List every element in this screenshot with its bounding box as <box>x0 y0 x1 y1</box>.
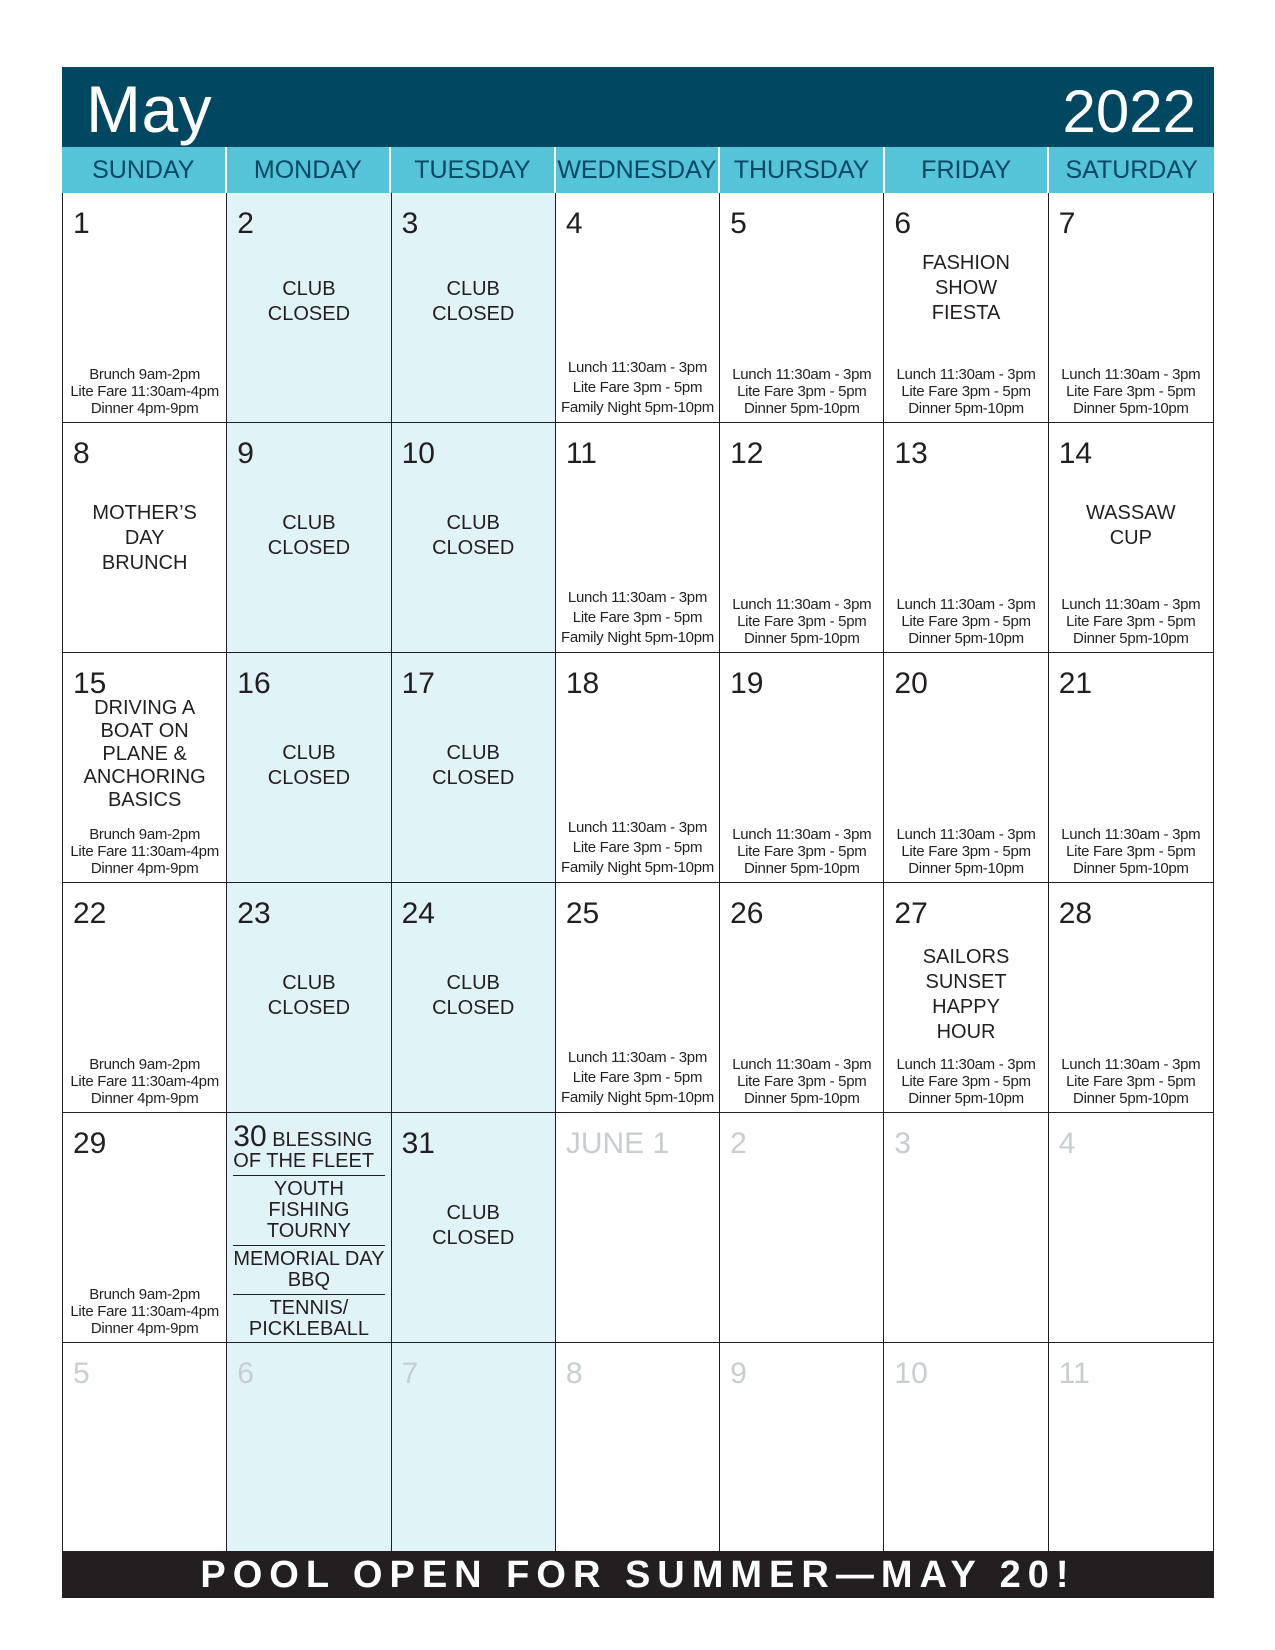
hours-text: Lunch 11:30am - 3pm Lite Fare 3pm - 5pm Dinner 5pm-10pm <box>732 1056 872 1107</box>
hours-text: Brunch 9am-2pm Lite Fare 11:30am-4pm Dinner 4pm-9pm <box>70 1286 219 1337</box>
calendar-header <box>62 67 1214 147</box>
date-number: 1 <box>73 207 90 240</box>
calendar-grid <box>62 193 1214 1552</box>
date-number: 4 <box>565 207 583 240</box>
day-cell <box>227 653 391 883</box>
date-number: JUNE 1 <box>565 1127 670 1160</box>
calendar <box>62 67 1214 1598</box>
hours-text: Lunch 11:30am - 3pm Lite Fare 3pm - 5pm Dinner 5pm-10pm <box>732 366 872 417</box>
day-cell <box>392 653 556 883</box>
week-row <box>63 653 1213 883</box>
date-number: 29 <box>73 1127 107 1160</box>
hours-text: Lunch 11:30am - 3pm Lite Fare 3pm - 5pm Family Night 5pm-10pm <box>561 1049 714 1106</box>
date-number: 22 <box>73 897 107 930</box>
day-cell <box>1049 883 1213 1113</box>
day-name-wednesday: WEDNESDAY <box>556 147 721 193</box>
day-cell <box>392 1343 556 1552</box>
day-cell <box>63 653 227 883</box>
day-cell <box>556 1343 720 1552</box>
date-number: 10 <box>894 1357 928 1390</box>
event-label: TENNIS/ PICKLEBALL <box>248 1297 369 1340</box>
event-label: MOTHER’S DAY BRUNCH <box>92 502 197 574</box>
event-list <box>233 1120 385 1364</box>
event-label: DRIVING A BOAT ON PLANE & ANCHORING BASICS <box>83 697 206 811</box>
hours-text: Lunch 11:30am - 3pm Lite Fare 3pm - 5pm Dinner 5pm-10pm <box>732 826 872 877</box>
date-number: 28 <box>1058 897 1093 930</box>
day-cell <box>720 1113 884 1343</box>
date-number: 6 <box>894 207 912 240</box>
date-number: 7 <box>401 1357 419 1390</box>
day-cell <box>63 883 227 1113</box>
hours-text: Brunch 9am-2pm Lite Fare 11:30am-4pm Dinner 4pm-9pm <box>70 366 219 417</box>
club-closed-label: CLUB CLOSED <box>267 512 351 559</box>
day-cell <box>227 1343 391 1552</box>
date-number: 15 <box>73 667 107 700</box>
day-cell <box>392 423 556 653</box>
day-cell <box>884 883 1048 1113</box>
date-number: 16 <box>237 667 271 700</box>
date-number: 27 <box>894 897 928 930</box>
day-cell <box>227 193 391 423</box>
event-label: MEMORIAL DAY BBQ <box>233 1246 384 1295</box>
day-cell <box>392 1113 556 1343</box>
date-number: 19 <box>730 667 764 700</box>
club-closed-label: CLUB CLOSED <box>267 972 351 1019</box>
day-cell <box>720 423 884 653</box>
day-cell <box>884 1113 1048 1343</box>
date-number: 9 <box>730 1357 747 1390</box>
day-name-friday: FRIDAY <box>885 147 1050 193</box>
date-number: 12 <box>730 437 764 470</box>
date-number: 31 <box>401 1127 435 1160</box>
week-row <box>63 883 1213 1113</box>
hours-text: Lunch 11:30am - 3pm Lite Fare 3pm - 5pm Dinner 5pm-10pm <box>896 1056 1036 1107</box>
day-cell <box>392 193 556 423</box>
day-cell <box>720 653 884 883</box>
day-name-saturday: SATURDAY <box>1049 147 1214 193</box>
hours-text: Lunch 11:30am - 3pm Lite Fare 3pm - 5pm Family Night 5pm-10pm <box>561 589 714 646</box>
hours-text: Lunch 11:30am - 3pm Lite Fare 3pm - 5pm Dinner 5pm-10pm <box>732 596 872 647</box>
date-number: 2 <box>730 1127 747 1160</box>
hours-text: Lunch 11:30am - 3pm Lite Fare 3pm - 5pm Dinner 5pm-10pm <box>896 596 1036 647</box>
club-closed-label: CLUB CLOSED <box>432 512 515 559</box>
day-cell <box>63 1113 227 1343</box>
day-cell <box>556 1113 720 1343</box>
club-closed-label: CLUB CLOSED <box>432 742 515 789</box>
week-row <box>63 1343 1213 1552</box>
day-cell <box>884 423 1048 653</box>
date-number: 11 <box>1058 1357 1090 1390</box>
date-number: 2 <box>237 207 254 240</box>
date-number: 7 <box>1058 207 1076 240</box>
hours-text: Brunch 9am-2pm Lite Fare 11:30am-4pm Dinner 4pm-9pm <box>70 1056 219 1107</box>
day-name-sunday: SUNDAY <box>62 147 227 193</box>
year-title: 2022 <box>1062 78 1196 145</box>
week-row <box>63 193 1213 423</box>
hours-text: Brunch 9am-2pm Lite Fare 11:30am-4pm Dinner 4pm-9pm <box>70 826 219 877</box>
day-cell <box>556 883 720 1113</box>
date-number: 13 <box>894 437 928 470</box>
date-number: 3 <box>401 207 419 240</box>
club-closed-label: CLUB CLOSED <box>432 278 515 325</box>
date-number: 26 <box>730 897 764 930</box>
date-number: 23 <box>237 897 271 930</box>
day-cell <box>63 193 227 423</box>
day-cell <box>884 1343 1048 1552</box>
club-closed-label: CLUB CLOSED <box>267 742 351 789</box>
hours-text: Lunch 11:30am - 3pm Lite Fare 3pm - 5pm Dinner 5pm-10pm <box>1061 826 1201 877</box>
date-number: 14 <box>1058 437 1093 470</box>
day-cell <box>720 193 884 423</box>
day-cell <box>884 653 1048 883</box>
event-label: WASSAW CUP <box>1086 502 1176 549</box>
day-cell <box>1049 1343 1213 1552</box>
hours-text: Lunch 11:30am - 3pm Lite Fare 3pm - 5pm Dinner 5pm-10pm <box>1061 1056 1201 1107</box>
day-cell <box>227 423 391 653</box>
day-name-monday: MONDAY <box>227 147 392 193</box>
day-cell <box>1049 193 1213 423</box>
event-label <box>233 1120 384 1176</box>
day-cell <box>1049 653 1213 883</box>
date-number: 5 <box>73 1357 90 1390</box>
hours-text: Lunch 11:30am - 3pm Lite Fare 3pm - 5pm Dinner 5pm-10pm <box>896 826 1036 877</box>
event-label: FASHION SHOW FIESTA <box>922 252 1010 324</box>
day-name-tuesday: TUESDAY <box>391 147 556 193</box>
week-row <box>63 423 1213 653</box>
day-cell <box>227 883 391 1113</box>
day-cell <box>392 883 556 1113</box>
day-cell <box>556 653 720 883</box>
event-label: YOUTH FISHING TOURNY <box>233 1176 384 1246</box>
day-cell <box>1049 1113 1213 1343</box>
day-cell <box>1049 423 1213 653</box>
weekday-header-row <box>62 147 1214 193</box>
day-cell <box>556 423 720 653</box>
date-number: 9 <box>237 437 254 470</box>
club-closed-label: CLUB CLOSED <box>432 972 515 1019</box>
day-cell <box>227 1113 391 1343</box>
day-cell <box>556 193 720 423</box>
date-number: 10 <box>401 437 435 470</box>
hours-text: Lunch 11:30am - 3pm Lite Fare 3pm - 5pm Family Night 5pm-10pm <box>561 819 714 876</box>
date-number: 6 <box>237 1357 254 1390</box>
day-cell <box>720 1343 884 1552</box>
week-row <box>63 1113 1213 1343</box>
date-number: 8 <box>565 1357 583 1390</box>
date-number: 30 <box>233 1120 267 1153</box>
day-cell <box>63 1343 227 1552</box>
day-cell <box>63 423 227 653</box>
day-cell <box>884 193 1048 423</box>
club-closed-label: CLUB CLOSED <box>267 278 351 325</box>
month-title: May <box>86 72 213 146</box>
hours-text: Lunch 11:30am - 3pm Lite Fare 3pm - 5pm Family Night 5pm-10pm <box>561 359 714 416</box>
date-number: 21 <box>1058 667 1093 700</box>
event-blessing-of-the-fleet: BLESSING OF THE FLEET <box>233 1129 375 1172</box>
date-number: 17 <box>401 667 435 700</box>
day-cell <box>720 883 884 1113</box>
event-label: SAILORS SUNSET HAPPY HOUR <box>922 946 1010 1043</box>
date-number: 18 <box>565 667 600 700</box>
footer-banner: POOL OPEN FOR SUMMER—MAY 20! <box>62 1552 1214 1598</box>
date-number: 25 <box>565 897 600 930</box>
date-number: 24 <box>401 897 435 930</box>
date-number: 20 <box>894 667 928 700</box>
hours-text: Lunch 11:30am - 3pm Lite Fare 3pm - 5pm Dinner 5pm-10pm <box>896 366 1036 417</box>
hours-text: Lunch 11:30am - 3pm Lite Fare 3pm - 5pm Dinner 5pm-10pm <box>1061 366 1201 417</box>
club-closed-label: CLUB CLOSED <box>432 1202 515 1249</box>
hours-text: Lunch 11:30am - 3pm Lite Fare 3pm - 5pm Dinner 5pm-10pm <box>1061 596 1201 647</box>
date-number: 11 <box>565 437 597 470</box>
date-number: 8 <box>73 437 90 470</box>
date-number: 3 <box>894 1127 912 1160</box>
day-name-thursday: THURSDAY <box>720 147 885 193</box>
date-number: 5 <box>730 207 747 240</box>
date-number: 4 <box>1058 1127 1076 1160</box>
